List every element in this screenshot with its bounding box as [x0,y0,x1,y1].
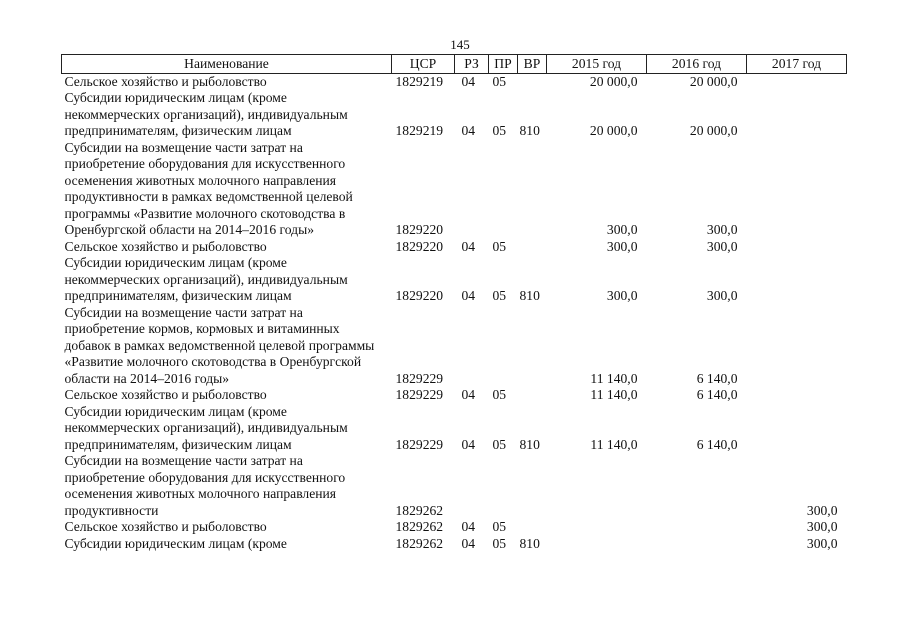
row-2017: 300,0 [806,519,838,534]
row-2016: 300,0 [706,288,738,303]
row-csr: 1829229 [395,370,444,386]
row-vr: 810 [519,535,540,551]
row-pr [489,453,518,519]
table-header [62,55,847,74]
row-2016: 300,0 [706,222,738,237]
table-row [62,255,847,305]
row-name: Субсидии на возмещение части затрат на приобретение оборудования для искусственного осеменения животных молочного направления продуктивности [64,453,346,518]
table-row [62,536,847,553]
row-2017 [747,387,847,404]
row-2016 [647,519,747,536]
row-csr: 1829262 [395,535,444,551]
row-vr: 810 [519,436,540,452]
row-2016 [647,536,747,553]
table-row [62,239,847,256]
row-csr: 1829262 [395,502,444,518]
row-rz [455,453,489,519]
page-number: 145 [450,37,470,52]
row-2015: 11 140,0 [590,370,638,386]
row-2015 [547,519,647,536]
row-name: Субсидии на возмещение части затрат на приобретение кормов, кормовых и витаминных добавок в рамках ведомственной целевой программы «Развитие молочного скотоводства в Оренбургской области на 2014–2016 годы» [64,304,375,386]
row-csr: 1829229 [395,436,444,452]
row-pr: 05 [492,238,507,254]
row-name: Субсидии юридическим лицам (кроме некоммерческих организаций), индивидуальным предпринимателям, физическим лицам [64,255,348,303]
row-rz: 04 [461,387,476,402]
row-2016: 300,0 [706,238,738,254]
row-pr [489,305,518,388]
row-pr: 05 [492,387,507,402]
row-pr: 05 [492,73,507,89]
row-vr [518,519,547,536]
row-csr: 1829219 [395,123,444,138]
row-pr: 05 [492,436,507,452]
row-2017 [747,255,847,305]
table-row [62,305,847,388]
row-2015: 20 000,0 [589,123,638,138]
row-name: Субсидии на возмещение части затрат на приобретение оборудования для искусственного осеменения животных молочного направления продуктивности в рамках ведомственной целевой программы «Развитие молочного скотоводства в Оренбургской области на 2014–2016 годы» [64,139,353,237]
row-name: Субсидии юридическим лицам (кроме некоммерческих организаций), индивидуальным предпринимателям, физическим лицам [64,403,348,452]
row-vr [518,453,547,519]
row-2017: 300,0 [806,535,838,551]
row-2017 [747,404,847,454]
row-2015: 300,0 [606,222,638,237]
row-2015: 300,0 [606,288,638,303]
row-name: Сельское хозяйство и рыболовство [64,73,267,89]
row-2016: 6 140,0 [696,370,738,386]
header-rz: РЗ [455,55,489,74]
row-pr: 05 [492,535,507,551]
table-row [62,404,847,454]
table-body [62,73,847,552]
header-csr: ЦСР [392,55,455,74]
row-2016 [647,453,747,519]
table-row [62,387,847,404]
row-rz: 04 [461,519,476,534]
row-rz: 04 [461,436,476,452]
row-pr: 05 [492,519,507,534]
row-2017 [747,140,847,239]
row-csr: 1829220 [395,288,444,303]
header-name: Наименование [62,55,392,74]
row-2015: 11 140,0 [590,436,638,452]
row-vr: 810 [519,288,540,303]
table-row [62,140,847,239]
row-rz: 04 [461,288,476,303]
budget-table [61,54,847,552]
row-2015: 11 140,0 [590,387,638,402]
row-name: Сельское хозяйство и рыболовство [64,238,267,254]
row-name: Субсидии юридическим лицам (кроме [64,535,287,551]
row-rz: 04 [461,123,476,138]
row-vr: 810 [519,123,540,138]
table-row [62,73,847,90]
row-name: Субсидии юридическим лицам (кроме некоммерческих организаций), индивидуальным предпринимателям, физическим лицам [64,90,348,138]
row-2016: 6 140,0 [696,387,738,402]
row-pr [489,140,518,239]
row-2017 [747,305,847,388]
row-2015 [547,536,647,553]
row-2016: 20 000,0 [689,123,738,138]
row-csr: 1829220 [395,238,444,254]
header-2016: 2016 год [647,55,747,74]
row-2017 [747,90,847,140]
row-2015 [547,453,647,519]
row-rz [455,305,489,388]
table-row [62,519,847,536]
row-csr: 1829262 [395,519,444,534]
table-row [62,453,847,519]
header-2017: 2017 год [747,55,847,74]
row-2017: 300,0 [806,502,838,518]
row-2015: 300,0 [606,238,638,254]
row-csr: 1829229 [395,387,444,402]
row-vr [518,387,547,404]
row-pr: 05 [492,123,507,138]
row-rz: 04 [461,535,476,551]
header-vr: ВР [518,55,547,74]
row-csr: 1829219 [395,73,444,89]
row-2016: 6 140,0 [696,436,738,452]
row-name: Сельское хозяйство и рыболовство [64,387,267,402]
row-vr [518,239,547,256]
row-2017 [747,239,847,256]
row-2016: 20 000,0 [689,73,738,89]
row-vr [518,140,547,239]
header-pr: ПР [489,55,518,74]
row-pr: 05 [492,288,507,303]
row-csr: 1829220 [395,222,444,237]
row-rz [455,140,489,239]
row-rz: 04 [461,73,476,89]
header-2015: 2015 год [547,55,647,74]
row-2017 [747,73,847,90]
row-name: Сельское хозяйство и рыболовство [64,519,267,534]
row-vr [518,305,547,388]
row-rz: 04 [461,238,476,254]
row-2015: 20 000,0 [589,73,638,89]
table-row [62,90,847,140]
row-vr [518,73,547,90]
